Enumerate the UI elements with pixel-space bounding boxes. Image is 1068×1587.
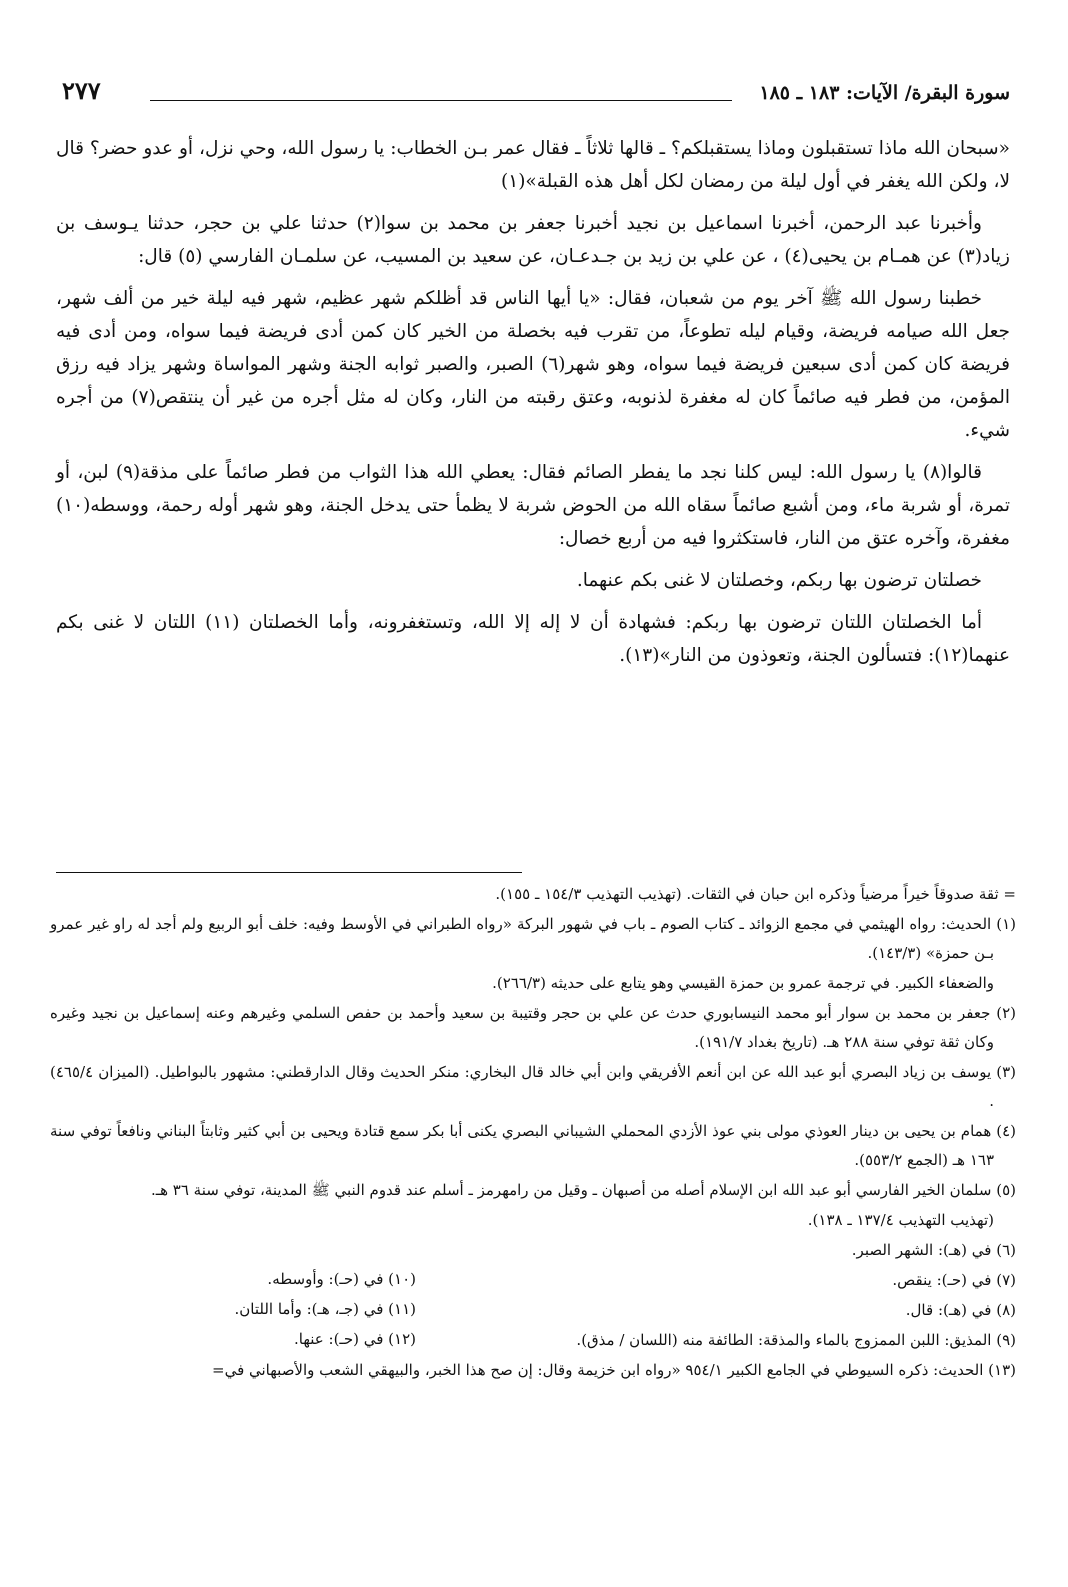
- footnote-9: (٩) المذيق: اللبن الممزوج بالماء والمذقة: الطائفة منه (اللسان / مذق).: [576, 1331, 1016, 1349]
- footnote-11: (١١) في (جـ، هـ): وأما اللتان.: [234, 1300, 416, 1318]
- page-number: ٢٧٧: [62, 76, 101, 105]
- footnotes: [50, 880, 1016, 1386]
- footnote-6: (٦) في (هـ): الشهر الصبر.: [851, 1241, 1016, 1259]
- footnote-4: (٤) همام بن يحيى بن دينار العوذي مولى بني عوذ الأزدي المحملي الشيباني البصري يكنى أبا بكر سمع قتادة ويحيى بن أبي كثير وثابتاً البناني ونافعاً توفي سنة ١٦٣ هـ (الجمع ٥٥٣/٢).: [50, 1122, 1017, 1169]
- footnote-column-right: [426, 1236, 1016, 1355]
- paragraph-2: وأخبرنا عبد الرحمن، أخبرنا اسماعيل بن نجيد أخبرنا جعفر بن محمد بن سوا(٢) حدثنا علي بن حجر، حدثنا يـوسف بن زياد(٣) عن همـام بن يحيى(٤) ، عن علي بن زيد بن جـدعـان، عن سعيد بن المسيب، عن سلمـان الفارسي (٥) قال:: [56, 213, 1010, 267]
- page-header: [62, 74, 1010, 114]
- footnote-7: (٧) في (حـ): ينقص.: [892, 1271, 1016, 1289]
- footnote-1: (١) الحديث: رواه الهيثمي في مجمع الزوائد ـ كتاب الصوم ـ باب في شهور البركة «رواه الطبراني في الأوسط وفيه: خلف أبو الربيع ولم أجد له راو غير عمرو بـن حمزة» (١٤٣/٣).: [50, 915, 1016, 962]
- footnote-5-source: (تهذيب التهذيب ١٣٧/٤ ـ ١٣٨).: [807, 1211, 994, 1229]
- footnote-separator: [56, 872, 522, 873]
- footnote-5: (٥) سلمان الخير الفارسي أبو عبد الله ابن الإسلام أصله من أصبهان ـ وقيل من رامهرمز ـ أسلم عند قدوم النبي ﷺ المدينة، توفي سنة ٣٦ هـ.: [150, 1181, 1016, 1199]
- footnote-3: (٣) يوسف بن زياد البصري أبو عبد الله عن ابن أنعم الأفريقي وابن أبي خالد قال البخاري: منكر الحديث وقال الدارقطني: مشهور بالبواطيل. (الميزان ٤٦٥/٤) .: [50, 1063, 1016, 1110]
- footnote-1-extra: والضعفاء الكبير. في ترجمة عمرو بن حمزة القيسي وهو يتابع على حديثه (٢٦٦/٣).: [492, 974, 994, 992]
- footnote-8: (٨) في (هـ): قال.: [905, 1301, 1016, 1319]
- footnote-column-left: [116, 1236, 416, 1355]
- footnote-10: (١٠) في (حـ): وأوسطه.: [267, 1270, 416, 1288]
- paragraph-4: قالوا(٨) يا رسول الله: ليس كلنا نجد ما يفطر الصائم فقال: يعطي الله هذا الثواب من فطر صائماً على مذقة(٩) لبن، أو تمرة، أو شربة ماء، ومن أشبع صائماً سقاه الله من الحوض شربة لا يظمأ حتى يدخل الجنة، وهو شهر أوله رحمة، ووسطه(١٠) مغفرة، وآخره عتق من النار، فاستكثروا فيه من أربع خصال:: [56, 462, 1010, 549]
- paragraph-1: «سبحان الله ماذا تستقبلون وماذا يستقبلكم؟ ـ قالها ثلاثاً ـ فقال عمر بـن الخطاب: يا رسول الله، وحي نزل، أو عدو حضر؟ قال لا، ولكن الله يغفر في أول ليلة من رمضان لكل أهل هذه القبلة»(١): [56, 138, 1010, 192]
- running-title: سورة البقرة/ الآيات: ١٨٣ ـ ١٨٥: [759, 82, 1010, 104]
- footnote-continuation: = ثقة صدوقاً خيراً مرضياً وذكره ابن حبان في الثقات. (تهذيب التهذيب ١٥٤/٣ ـ ١٥٥).: [495, 885, 1016, 903]
- main-text: [56, 132, 1010, 681]
- paragraph-5: خصلتان ترضون بها ربكم، وخصلتان لا غنى بكم عنهما.: [576, 570, 982, 591]
- header-rule: [150, 100, 732, 101]
- paragraph-6: أما الخصلتان اللتان ترضون بها ربكم: فشهادة أن لا إله إلا الله، وتستغفرونه، وأما الخصلتان (١١) اللتان لا غنى بكم عنهما(١٢): فتسألون الجنة، وتعوذون من النار»(١٣).: [56, 612, 1010, 666]
- footnote-12: (١٢) في (حـ): عنها.: [294, 1330, 416, 1348]
- footnote-13: (١٣) الحديث: ذكره السيوطي في الجامع الكبير ٩٥٤/١ «رواه ابن خزيمة وقال: إن صح هذا الخبر، والبيهقي الشعب والأصبهاني في=: [212, 1361, 1016, 1379]
- footnote-columns: [50, 1236, 1016, 1355]
- paragraph-3: خطبنا رسول الله ﷺ آخر يوم من شعبان، فقال: «يا أيها الناس قد أظلكم شهر عظيم، شهر فيه ليلة خير من ألف شهر، جعل الله صيامه فريضة، وقيام ليله تطوعاً، من تقرب فيه بخصلة من الخير كان كمن أدى فريضة فيما سواه، ومن أدى فيه فريضة كان كمن أدى سبعين فريضة فيما سواه، وهو شهر(٦) الصبر، والصبر ثوابه الجنة وشهر المواساة وشهر يزاد فيه رزق المؤمن، من فطر فيه صائماً كان له مغفرة لذنوبه، وعتق رقبته من النار، وكان له مثل أجره من غير أن ينتقص(٧) من أجره شيء.: [56, 288, 1011, 441]
- footnote-2: (٢) جعفر بن محمد بن سوار أبو محمد النيسابوري حدث عن علي بن حجر وقتيبة بن سعيد وأحمد بن حفص السلمي وغيرهم وعنه إسماعيل بن نجيد وغيره وكان ثقة توفي سنة ٢٨٨ هـ. (تاريخ بغداد ١٩١/٧).: [50, 1004, 1016, 1051]
